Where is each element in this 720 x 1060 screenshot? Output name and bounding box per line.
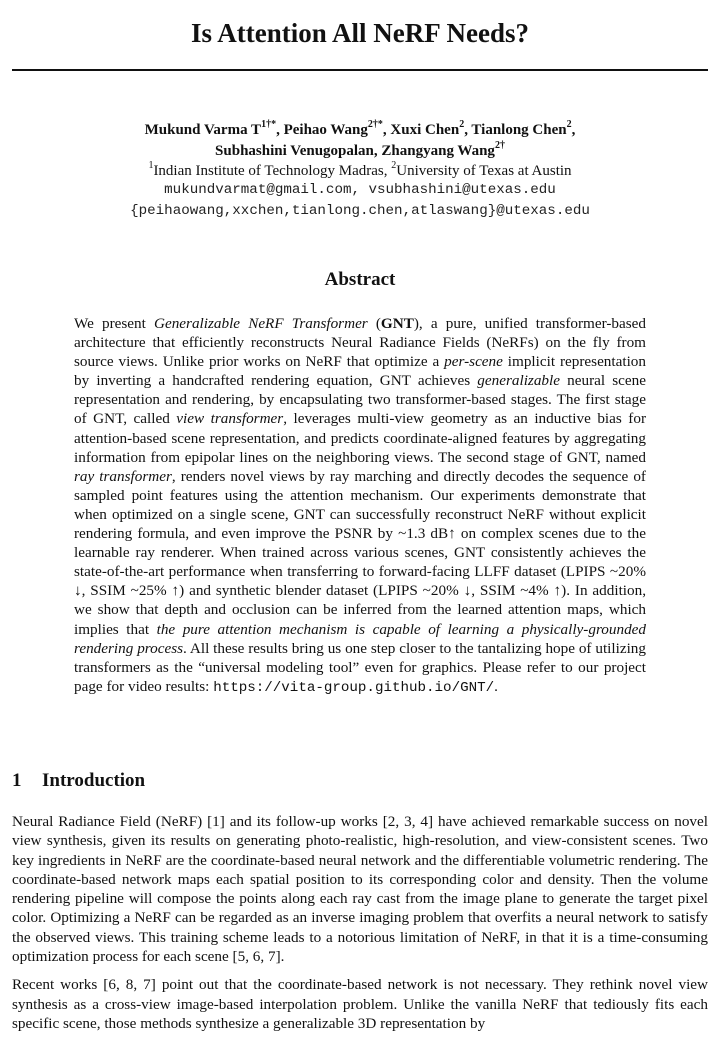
author-separator: ,: [464, 122, 472, 138]
bold-text: GNT: [380, 315, 414, 332]
body-paragraph: Recent works [6, 8, 7] point out that the coordinate-based network is not necessary. They rethink novel view synthesis as a cross-view image-based interpolation problem. Unlike the vanilla NeRF that tediously fits each specific scene, those methods synthesize a generalizable 3D representation by: [12, 976, 708, 1032]
introduction-body: [12, 812, 708, 1042]
affiliation-text: Indian Institute of Technology Madras,: [153, 163, 392, 179]
abstract-text-run: . All these results bring us one step closer to the tantalizing hope of utilizing transformers as the “universal modeling tool” even for graphics. Please refer to our project page for video results:: [74, 639, 646, 695]
author-affiliation-marker: 2†*: [367, 119, 383, 130]
affiliations: [0, 161, 720, 181]
email-line: {peihaowang,xxchen,tianlong.chen,atlaswang}@utexas.edu: [130, 203, 590, 219]
abstract-text-run: We present: [74, 315, 154, 332]
author-name: Tianlong Chen: [471, 122, 567, 138]
emphasis-text: generalizable: [477, 372, 560, 390]
author-separator: ,: [373, 143, 382, 159]
section-title: Introduction: [42, 770, 146, 791]
abstract-text-run: , leverages multi-view geometry as an inductive bias for attention-based scene representation, and predicts coordinate-aligned features by aggregating information from epipolar lines on the neighboring views. The second stage of GNT, named: [74, 410, 647, 466]
emphasis-text: Generalizable NeRF Transformer: [154, 315, 368, 332]
abstract-text-run: .: [494, 677, 498, 695]
author-name: Subhashini Venugopalan: [215, 143, 374, 159]
abstract-body: [74, 314, 646, 698]
section-number: 1: [12, 770, 22, 791]
emphasis-text: ray transformer: [74, 467, 172, 485]
body-paragraph: Neural Radiance Field (NeRF) [1] and its follow-up works [2, 3, 4] have achieved remarkable success on novel view synthesis, given its results on generating photo-realistic, high-resolution, and view-consistent scenes. Two key ingredients in NeRF are the coordinate-based neural network and the differentiable volumetric rendering. The coordinate-based network maps each spatial position to its corresponding color and density. Then the volume rendering pipeline will compose the points along each ray cast from the image plane to generate the target pixel color. Optimizing a NeRF can be regarded as an inverse imaging problem that overfits a neural network to satisfy the observed views. This training scheme leads to a notorious limitation of NeRF, in that it is a time-consuming optimization process for each scene [5, 6, 7].: [12, 813, 708, 966]
emphasis-text: per-scene: [444, 353, 503, 371]
abstract-heading: Abstract: [324, 269, 396, 290]
abstract-text-run: implicit representation by inverting a handcrafted rendering equation, GNT achieves: [74, 353, 646, 390]
paper-title: Is Attention All NeRF Needs?: [191, 18, 529, 48]
project-url: https://vita-group.github.io/GNT/: [213, 679, 495, 696]
abstract-text-run: , renders novel views by ray marching and directly decodes the sequence of sampled point features using the attention mechanism. Our experiments demonstrate that when optimized on a single scene, GNT can successfully reconstruct NeRF without explicit rendering formula, and even improve the PSNR by ~1.3 dB↑ on complex scenes due to the learnable ray renderer. When trained across various scenes, GNT consistently achieves the state-of-the-art performance when transferring to forward-facing LLFF dataset (LPIPS ~20% ↓, SSIM ~25% ↑) and synthetic blender dataset (LPIPS ~20% ↓, SSIM ~4% ↑). In addition, we show that depth and occlusion can be inferred from the learned attention maps, which implies that: [74, 467, 646, 638]
author-affiliation-marker: 2: [566, 119, 572, 130]
author-separator: ,: [571, 122, 576, 138]
abstract-text-run: neural scene representation and rendering, by encapsulating two transformer-based stages. The first stage of GNT, called: [74, 372, 646, 428]
author-name: Xuxi Chen: [390, 122, 460, 138]
author-line-1: [0, 120, 720, 141]
title-rule: [12, 69, 708, 71]
author-line-2: [0, 141, 720, 162]
affiliation-marker: 1: [148, 160, 154, 171]
abstract-text-run: (: [367, 315, 381, 332]
author-affiliation-marker: 2: [459, 119, 465, 130]
author-affiliation-marker: 1†*: [261, 119, 277, 130]
email-line: mukundvarmat@gmail.com, vsubhashini@utexas.edu: [164, 182, 556, 198]
section-heading-introduction: [12, 768, 145, 794]
affiliation-text: University of Texas at Austin: [396, 163, 572, 179]
abstract-text-run: ), a pure, unified transformer-based architecture that efficiently reconstructs Neural Radiance Fields (NeRFs) on the fly from source views. Unlike prior works on NeRF that optimize a: [74, 315, 646, 371]
author-separator: ,: [276, 122, 284, 138]
author-affiliation-marker: 2†: [494, 140, 505, 151]
author-name: Mukund Varma T: [144, 122, 262, 138]
author-name: Zhangyang Wang: [381, 143, 495, 159]
author-name: Peihao Wang: [283, 122, 368, 138]
abstract-paragraph: [74, 314, 646, 698]
author-emails: [0, 180, 720, 222]
affiliation-marker: 2: [391, 160, 397, 171]
author-list: [0, 120, 720, 162]
author-separator: ,: [382, 122, 391, 138]
emphasis-text: view transformer: [176, 410, 284, 428]
emphasis-text: the pure attention mechanism is capable of learning a physically-grounded rendering process: [74, 620, 647, 657]
